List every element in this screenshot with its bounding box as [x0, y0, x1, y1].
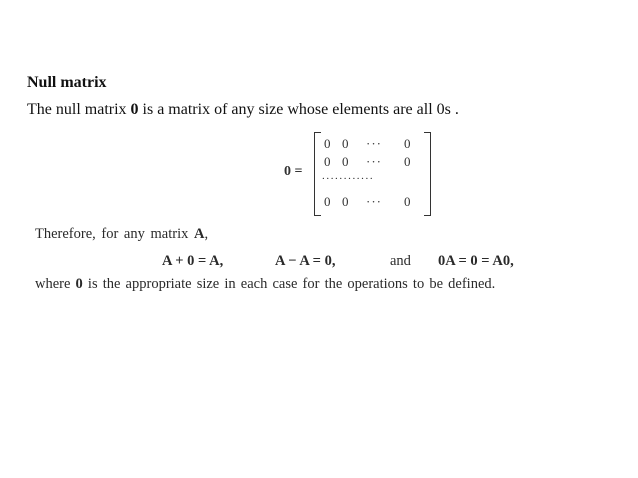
null-matrix-display — [284, 132, 434, 216]
matrix-cell: 0 — [404, 154, 411, 169]
matrix-a-symbol: A — [193, 226, 205, 242]
equation-addition: A + 0 = A, — [162, 253, 224, 269]
matrix-cell: 0 — [324, 154, 331, 169]
definition-text-start: The null matrix — [27, 101, 131, 118]
definition-paragraph — [27, 101, 459, 119]
matrix-cell: 0 — [404, 136, 411, 151]
right-bracket — [424, 132, 431, 216]
left-bracket — [314, 132, 321, 216]
matrix-row — [322, 136, 422, 152]
matrix-row — [322, 194, 422, 210]
matrix-cell: ··· — [366, 136, 382, 151]
section-heading: Null matrix — [27, 74, 107, 91]
definition-text-end: is a matrix of any size whose elements are all 0s . — [138, 101, 459, 118]
zero-symbol: 0 — [75, 276, 83, 292]
zero-symbol: 0 — [130, 101, 139, 118]
matrix-cell: 0 — [404, 194, 411, 209]
therefore-line — [35, 226, 208, 243]
therefore-text: Therefore, for any matrix — [35, 226, 194, 242]
matrix-lhs: 0 = — [284, 164, 303, 179]
and-word: and — [390, 253, 411, 269]
where-text-end: is the appropriate size in each case for the operations to be defined. — [82, 276, 496, 292]
matrix-cell: 0 — [324, 194, 331, 209]
equation-product: 0A = 0 = A0, — [438, 253, 514, 269]
therefore-comma: , — [204, 226, 209, 242]
matrix-cell: 0 — [324, 136, 331, 151]
matrix-row — [322, 154, 422, 170]
matrix-cell: 0 — [342, 194, 349, 209]
where-line — [35, 276, 495, 293]
matrix-cell: ··· — [366, 194, 382, 209]
matrix-dots-row: ............ — [322, 170, 375, 182]
equation-subtraction: A − A = 0, — [275, 253, 336, 269]
matrix-cell: 0 — [342, 154, 349, 169]
matrix-cell: ··· — [366, 154, 382, 169]
where-text-start: where — [35, 276, 76, 292]
matrix-cell: 0 — [342, 136, 349, 151]
